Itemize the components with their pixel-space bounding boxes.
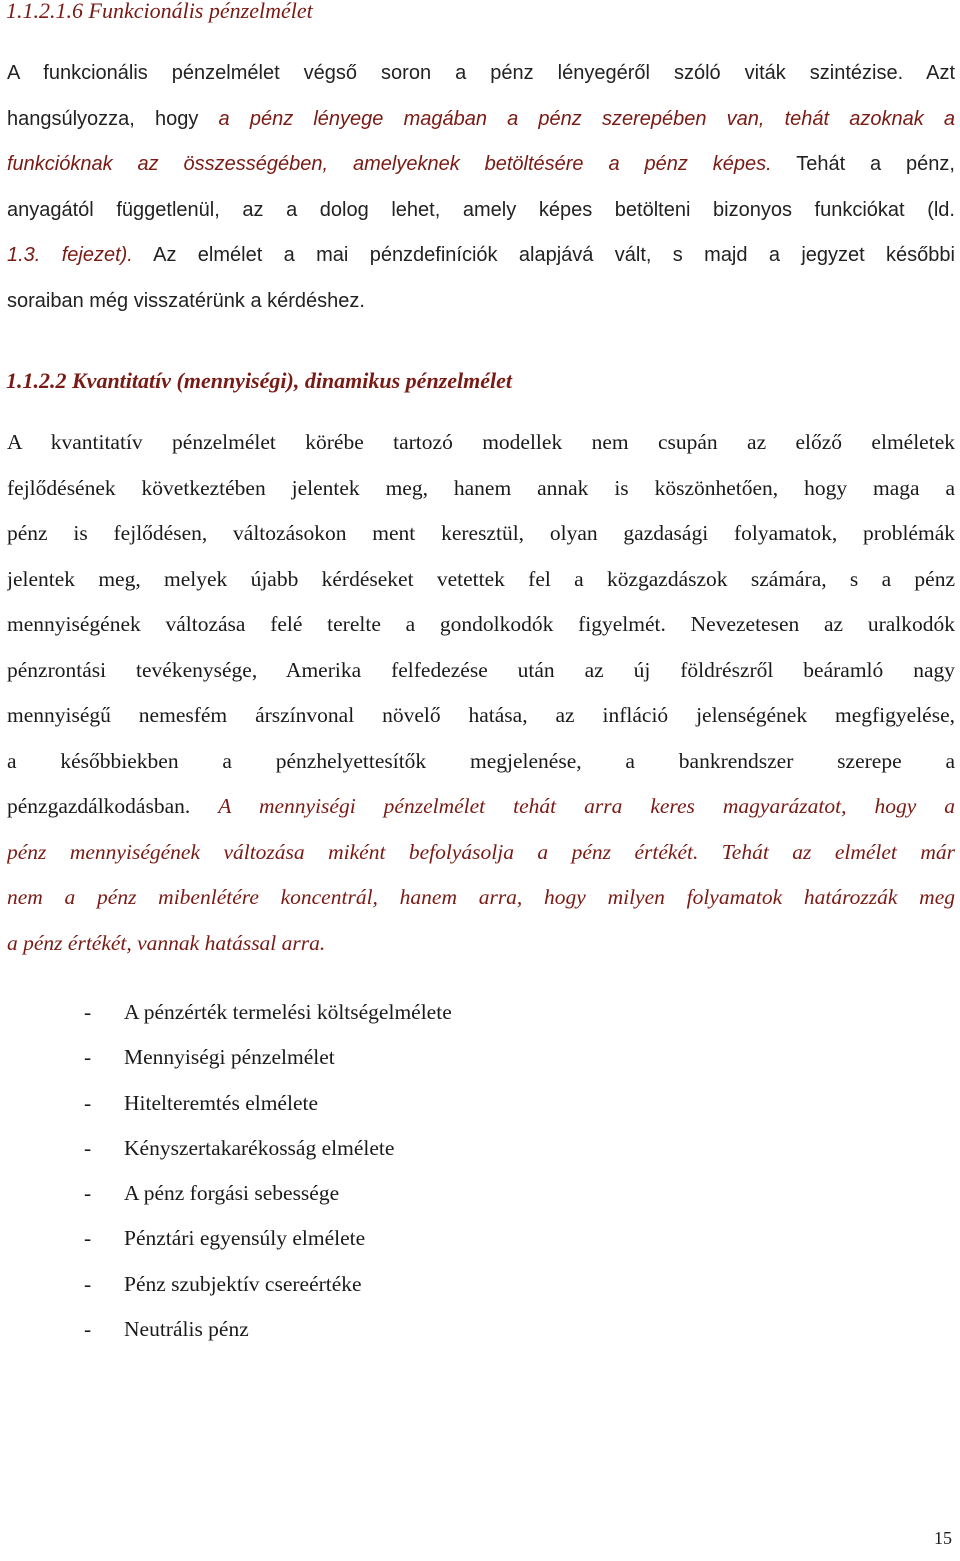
list-item	[0, 1171, 960, 1216]
list-item	[0, 990, 960, 1035]
list-item	[0, 1216, 960, 1261]
text-segment: a későbbiekben a pénzhelyettesítők megjelenése, a bankrendszer szerepe a	[7, 748, 955, 773]
list-bullet: -	[84, 1226, 92, 1251]
list-bullet: -	[84, 1317, 92, 1342]
text-segment: 1.3. fejezet).	[7, 244, 133, 266]
text-line	[7, 278, 955, 324]
text-line	[7, 921, 955, 967]
text-segment: funkcióknak az összességében, amelyeknek betöltésére a pénz képes.	[7, 153, 772, 175]
text-segment: a pénz értékét, vannak hatással arra.	[7, 930, 326, 955]
list-item-text: Neutrális pénz	[124, 1317, 249, 1342]
text-segment: jelentek meg, melyek újabb kérdéseket vetettek fel a közgazdászok számára, s a pénz	[7, 566, 955, 591]
list-item	[0, 1262, 960, 1307]
text-segment: a pénz lényege magában a pénz szerepében van, tehát azoknak a	[218, 107, 955, 130]
text-segment: pénz mennyiségének változása miként befolyásolja a pénz értékét. Tehát az elmélet már	[7, 839, 955, 864]
text-line	[7, 466, 955, 512]
list-item-text: Pénztári egyensúly elmélete	[124, 1226, 366, 1251]
text-segment: pénzgazdálkodásban.	[7, 794, 219, 818]
text-line	[7, 511, 955, 557]
text-segment: Az elmélet a mai pénzdefiníciók alapjává vált, s majd a jegyzet későbbi	[132, 244, 955, 266]
text-segment: mennyiségének változása felé terelte a gondolkodók figyelmét. Nevezetesen az uralkodók	[7, 612, 955, 636]
list-bullet: -	[84, 1271, 92, 1296]
text-line	[7, 648, 955, 694]
list-item	[0, 1035, 960, 1080]
text-segment: mennyiségű nemesfém árszínvonal növelő hatása, az infláció jelenségének megfigyelése,	[7, 703, 955, 727]
list-bullet: -	[84, 1000, 92, 1024]
text-segment: pénz is fejlődésen, változásokon ment keresztül, olyan gazdasági folyamatok, problémák	[7, 521, 955, 545]
list-item-text: A pénzérték termelési költségelmélete	[124, 1000, 452, 1024]
text-line	[7, 739, 955, 785]
text-line	[7, 141, 955, 187]
list-bullet: -	[84, 1090, 92, 1115]
text-line	[7, 420, 955, 466]
page-number: 15	[934, 1528, 952, 1548]
text-line	[7, 784, 955, 830]
section-heading-quantitative-theory: 1.1.2.2 Kvantitatív (mennyiségi), dinamikus pénzelmélet	[6, 368, 512, 393]
list-item	[0, 1081, 960, 1126]
list-bullet: -	[84, 1135, 92, 1160]
paragraph-quantitative-theory	[7, 420, 955, 966]
text-line	[7, 50, 955, 96]
text-line	[7, 693, 955, 739]
text-line	[7, 96, 955, 142]
list-item-text: Mennyiségi pénzelmélet	[124, 1045, 335, 1070]
list-bullet: -	[84, 1181, 92, 1206]
list-item	[0, 1126, 960, 1171]
text-segment: nem a pénz mibenlétére koncentrál, hanem arra, hogy milyen folyamatok határozzák meg	[7, 885, 955, 909]
paragraph-functional-theory	[7, 50, 955, 323]
list-item-text: Hitelteremtés elmélete	[124, 1090, 319, 1115]
text-line	[7, 232, 955, 278]
text-segment: A funkcionális pénzelmélet végső soron a pénz lényegéről szóló viták szintézise. Azt	[7, 62, 955, 84]
text-segment: anyagától függetlenül, az a dolog lehet, amely képes betölteni bizonyos funkciókat (ld.	[7, 198, 955, 221]
list-item-text: A pénz forgási sebessége	[124, 1181, 340, 1206]
text-segment: A mennyiségi pénzelmélet tehát arra keres magyarázatot, hogy a	[218, 794, 955, 818]
list-bullet: -	[84, 1045, 92, 1070]
text-line	[7, 187, 955, 233]
list-item-text: Kényszertakarékosság elmélete	[124, 1135, 395, 1160]
text-segment: soraiban még visszatérünk a kérdéshez.	[7, 289, 365, 312]
list-item	[0, 1307, 960, 1352]
theory-list	[0, 990, 960, 1352]
text-line	[7, 557, 955, 603]
list-item-text: Pénz szubjektív csereértéke	[124, 1271, 362, 1296]
text-line	[7, 875, 955, 921]
text-segment: Tehát a pénz,	[771, 153, 955, 175]
text-segment: A kvantitatív pénzelmélet körébe tartozó modellek nem csupán az előző elméletek	[7, 430, 955, 454]
text-segment: hangsúlyozza, hogy	[7, 107, 219, 130]
text-line	[7, 602, 955, 648]
text-segment: pénzrontási tevékenysége, Amerika felfedezése után az új földrészről beáramló nagy	[7, 657, 955, 682]
text-segment: fejlődésének következtében jelentek meg, hanem annak is köszönhetően, hogy maga a	[7, 475, 955, 500]
text-line	[7, 830, 955, 876]
section-heading-functional-theory: 1.1.2.1.6 Funkcionális pénzelmélet	[6, 0, 313, 23]
